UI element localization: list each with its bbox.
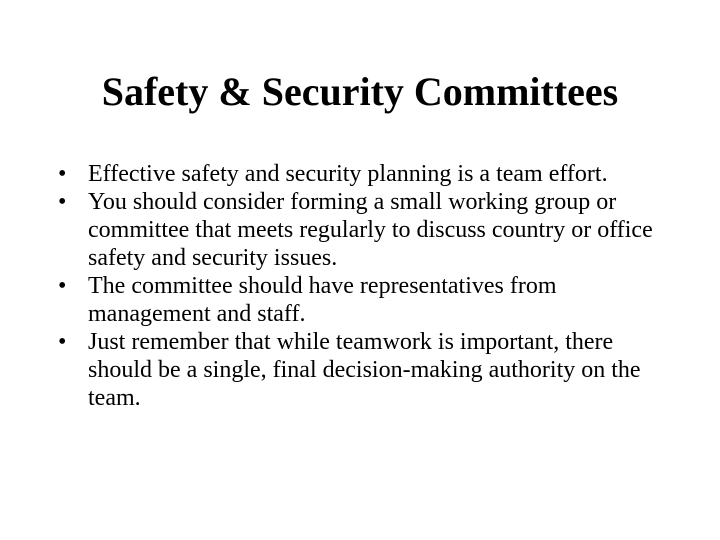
bullet-dot-icon: •: [58, 189, 67, 215]
bullet-text: Just remember that while teamwork is important, there should be a single, final decision-making authority on the team.: [88, 329, 641, 411]
bullet-text: You should consider forming a small working group or committee that meets regularly to discuss country or office safety and security issues.: [88, 189, 653, 271]
bullet-list: [56, 160, 676, 412]
bullet-dot-icon: •: [58, 161, 67, 187]
bullet-item: [56, 272, 676, 328]
bullet-item: [56, 188, 676, 272]
bullet-dot-icon: •: [58, 329, 67, 355]
bullet-dot-icon: •: [58, 273, 67, 299]
bullet-text: The committee should have representatives from management and staff.: [88, 273, 557, 327]
bullet-item: [56, 328, 676, 412]
bullet-item: [56, 160, 676, 188]
slide-title: Safety & Security Committees: [101, 69, 619, 114]
bullet-text: Effective safety and security planning is a team effort.: [88, 161, 608, 187]
